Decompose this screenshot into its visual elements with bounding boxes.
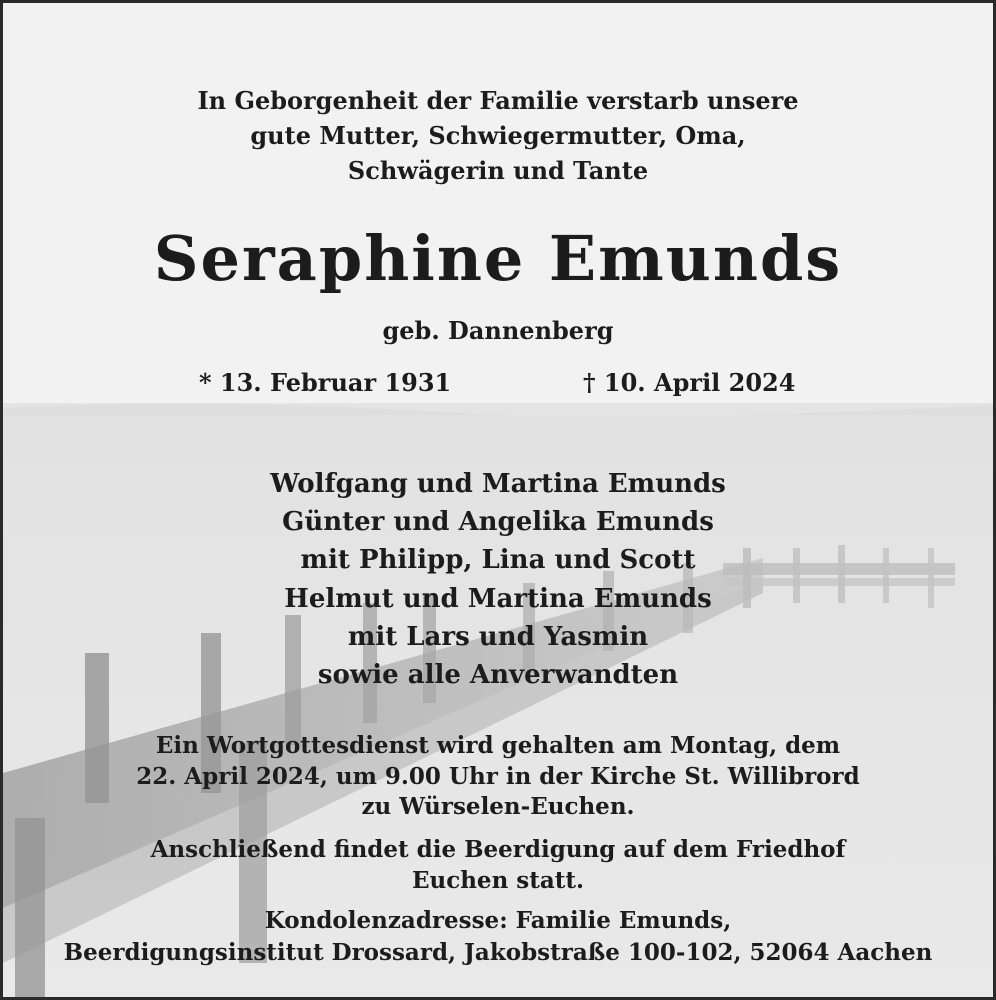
condolence-line: Beerdigungsinstitut Drossard, Jakobstraße 100-102, 52064 Aachen <box>63 939 933 966</box>
intro-line: In Geborgenheit der Familie verstarb unsere <box>197 86 799 115</box>
burial-line: Anschließend findet die Beerdigung auf dem Friedhof <box>150 836 846 863</box>
family-member-line: Wolfgang und Martina Emunds <box>270 469 726 499</box>
death-date: † 10. April 2024 <box>583 368 796 397</box>
family-member-line: sowie alle Anverwandten <box>317 660 679 691</box>
intro-line: Schwägerin und Tante <box>347 156 649 185</box>
family-member-line: mit Philipp, Lina und Scott <box>300 545 696 576</box>
service-line: 22. April 2024, um 9.00 Uhr in der Kirche St. Willibrord <box>136 762 860 790</box>
family-member-line: Helmut und Martina Emunds <box>284 583 712 614</box>
family-member-line: mit Lars und Yasmin <box>347 621 649 652</box>
burial-info <box>3 835 993 896</box>
burial-line: Euchen statt. <box>411 866 585 894</box>
deceased-name: Seraphine Emunds <box>153 222 843 295</box>
family-member-line: Günter und Angelika Emunds <box>282 507 714 538</box>
intro-line: gute Mutter, Schwiegermutter, Oma, <box>250 121 746 150</box>
intro-text <box>3 83 993 188</box>
birth-name: geb. Dannenberg <box>382 316 614 345</box>
service-line: Ein Wortgottesdienst wird gehalten am Montag, dem <box>155 732 841 759</box>
condolence-address <box>3 905 993 969</box>
family-list <box>3 465 993 694</box>
birth-date: * 13. Februar 1931 <box>199 368 452 397</box>
condolence-line: Kondolenzadresse: Familie Emunds, <box>264 907 732 934</box>
service-info <box>3 731 993 823</box>
service-line: zu Würselen-Euchen. <box>361 793 635 820</box>
